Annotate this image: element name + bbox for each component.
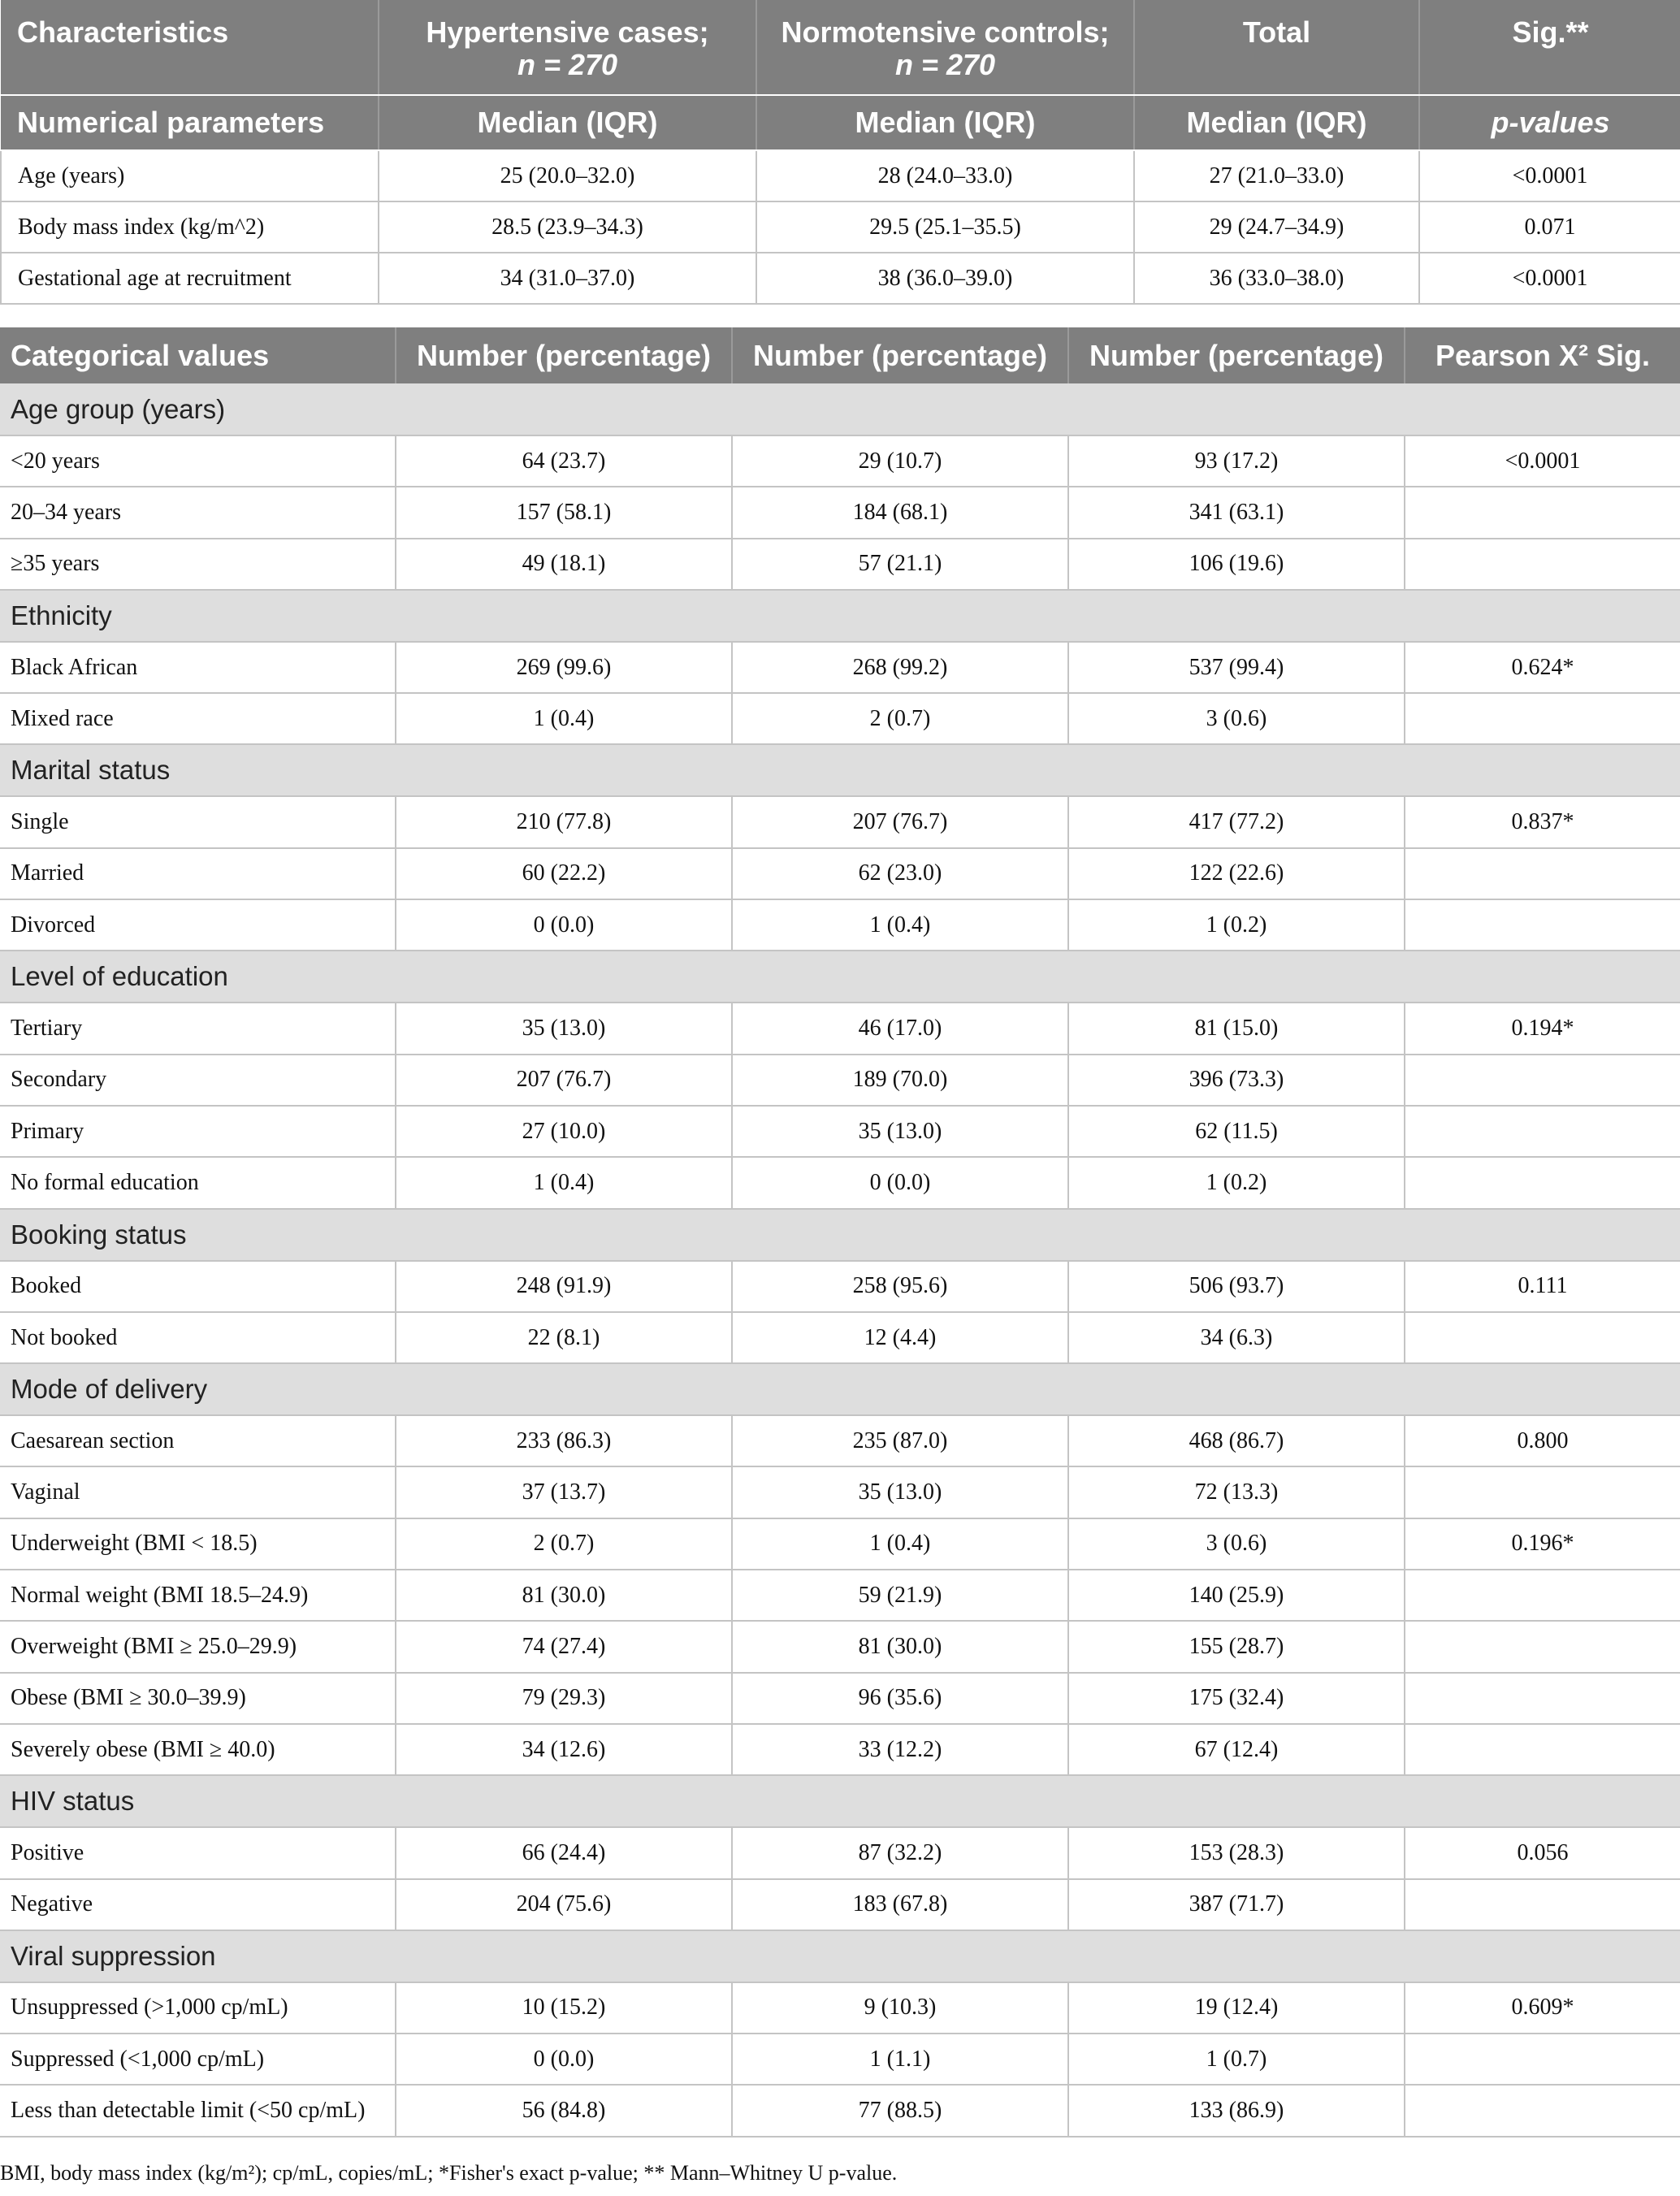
row-label: Positive — [0, 1827, 396, 1878]
header-hypertensive-n: n = 270 — [517, 48, 618, 81]
table-row — [0, 693, 1680, 744]
row-label: Body mass index (kg/m^2) — [1, 201, 379, 253]
subheader-median-iqr: Median (IQR) — [756, 95, 1134, 150]
table-cell: <0.0001 — [1419, 253, 1680, 304]
table-cell: 0.624* — [1405, 642, 1680, 693]
row-label: Married — [0, 848, 396, 899]
row-label: Negative — [0, 1879, 396, 1930]
table-cell: 1 (0.7) — [1068, 2034, 1405, 2085]
row-label: Vaginal — [0, 1466, 396, 1518]
header-categorical-values: Categorical values — [11, 338, 270, 372]
table-row — [0, 2085, 1680, 2136]
group-header-row — [0, 1775, 1680, 1827]
table-cell: 1 (0.4) — [732, 1518, 1068, 1570]
table-cell: 33 (12.2) — [732, 1724, 1068, 1775]
table-cell: 468 (86.7) — [1068, 1415, 1405, 1466]
table-cell — [1405, 1055, 1680, 1106]
group-title: Mode of delivery — [0, 1363, 1680, 1415]
table-cell: 1 (1.1) — [732, 2034, 1068, 2085]
group-title: HIV status — [0, 1775, 1680, 1827]
table-row — [0, 1570, 1680, 1621]
row-label: Not booked — [0, 1312, 396, 1363]
subheader-median-iqr: Median (IQR) — [379, 95, 756, 150]
table-row — [1, 253, 1680, 304]
row-label: Tertiary — [0, 1003, 396, 1054]
table-cell: 37 (13.7) — [396, 1466, 732, 1518]
group-header-row — [0, 1930, 1680, 1982]
row-label: ≥35 years — [0, 539, 396, 590]
table-row — [0, 1879, 1680, 1930]
row-label: Black African — [0, 642, 396, 693]
table-cell — [1405, 693, 1680, 744]
row-label: Obese (BMI ≥ 30.0–39.9) — [0, 1673, 396, 1724]
table-cell — [1405, 1466, 1680, 1518]
table-cell: 2 (0.7) — [396, 1518, 732, 1570]
table-row — [0, 539, 1680, 590]
table-cell: 72 (13.3) — [1068, 1466, 1405, 1518]
table-cell: 34 (6.3) — [1068, 1312, 1405, 1363]
table-row — [0, 796, 1680, 847]
table-cell: 183 (67.8) — [732, 1879, 1068, 1930]
table-cell: 19 (12.4) — [1068, 1982, 1405, 2034]
header-normotensive-label: Normotensive controls; — [781, 15, 1110, 49]
table-cell: 235 (87.0) — [732, 1415, 1068, 1466]
table-cell: 0.196* — [1405, 1518, 1680, 1570]
table-cell: 0 (0.0) — [732, 1157, 1068, 1208]
group-title: Marital status — [0, 744, 1680, 796]
table-cell: 233 (86.3) — [396, 1415, 732, 1466]
table-cell: 258 (95.6) — [732, 1261, 1068, 1312]
table-cell: 506 (93.7) — [1068, 1261, 1405, 1312]
row-label: Primary — [0, 1106, 396, 1157]
group-title: Level of education — [0, 951, 1680, 1003]
table-row — [1, 150, 1680, 201]
table1-subheader-row — [1, 95, 1680, 150]
table-cell: 153 (28.3) — [1068, 1827, 1405, 1878]
table-cell: <0.0001 — [1405, 435, 1680, 487]
table-cell: 0.194* — [1405, 1003, 1680, 1054]
table-cell: 27 (10.0) — [396, 1106, 732, 1157]
table-cell: 93 (17.2) — [1068, 435, 1405, 487]
table-cell: 62 (11.5) — [1068, 1106, 1405, 1157]
row-label: Less than detectable limit (<50 cp/mL) — [0, 2085, 396, 2136]
group-title: Age group (years) — [0, 383, 1680, 435]
header-hypertensive-label: Hypertensive cases; — [426, 15, 709, 49]
table2-header-row — [0, 327, 1680, 383]
numerical-parameters-table — [0, 0, 1680, 305]
row-label: Unsuppressed (>1,000 cp/mL) — [0, 1982, 396, 2034]
table-cell: 36 (33.0–38.0) — [1134, 253, 1419, 304]
table-cell: 81 (30.0) — [396, 1570, 732, 1621]
group-title: Ethnicity — [0, 590, 1680, 642]
table-cell: 81 (15.0) — [1068, 1003, 1405, 1054]
table-cell — [1405, 1879, 1680, 1930]
row-label: Caesarean section — [0, 1415, 396, 1466]
row-label: Age (years) — [1, 150, 379, 201]
table-cell — [1405, 848, 1680, 899]
table-cell: 1 (0.4) — [396, 693, 732, 744]
table-row — [0, 1055, 1680, 1106]
table-cell: 10 (15.2) — [396, 1982, 732, 2034]
table-row — [0, 642, 1680, 693]
table-row — [0, 1466, 1680, 1518]
table-cell: 34 (31.0–37.0) — [379, 253, 756, 304]
table-row — [0, 435, 1680, 487]
header-pearson-sig: Pearson X² Sig. — [1405, 327, 1680, 383]
row-label: No formal education — [0, 1157, 396, 1208]
table-row — [0, 1003, 1680, 1054]
table-cell: 87 (32.2) — [732, 1827, 1068, 1878]
table-cell: 269 (99.6) — [396, 642, 732, 693]
header-total: Total — [1134, 0, 1419, 95]
row-label: 20–34 years — [0, 487, 396, 538]
table-cell: 387 (71.7) — [1068, 1879, 1405, 1930]
subheader-numerical-parameters: Numerical parameters — [1, 95, 379, 150]
table-cell: 22 (8.1) — [396, 1312, 732, 1363]
header-normotensive-controls — [756, 0, 1134, 95]
row-label: Divorced — [0, 899, 396, 951]
subheader-median-iqr: Median (IQR) — [1134, 95, 1419, 150]
table-cell: 49 (18.1) — [396, 539, 732, 590]
table-cell: 28 (24.0–33.0) — [756, 150, 1134, 201]
table-row — [0, 1621, 1680, 1672]
header-number-percentage: Number (percentage) — [1068, 327, 1405, 383]
table-cell: 341 (63.1) — [1068, 487, 1405, 538]
group-header-row — [0, 1363, 1680, 1415]
table-cell: 74 (27.4) — [396, 1621, 732, 1672]
table-cell: 35 (13.0) — [732, 1466, 1068, 1518]
table-cell: 3 (0.6) — [1068, 693, 1405, 744]
table-cell: 57 (21.1) — [732, 539, 1068, 590]
table-cell: 29.5 (25.1–35.5) — [756, 201, 1134, 253]
group-header-row — [0, 1209, 1680, 1261]
header-number-percentage: Number (percentage) — [396, 327, 732, 383]
header-sig: Sig.** — [1419, 0, 1680, 95]
table-row — [0, 1724, 1680, 1775]
table-cell: 79 (29.3) — [396, 1673, 732, 1724]
header-number-percentage: Number (percentage) — [732, 327, 1068, 383]
table-cell: 28.5 (23.9–34.3) — [379, 201, 756, 253]
table-cell: 0.800 — [1405, 1415, 1680, 1466]
header-characteristics: Characteristics — [1, 0, 379, 95]
table-cell: 0 (0.0) — [396, 2034, 732, 2085]
table-cell: 0.609* — [1405, 1982, 1680, 2034]
table-row — [0, 1415, 1680, 1466]
table-cell: 35 (13.0) — [732, 1106, 1068, 1157]
table-cell: 1 (0.2) — [1068, 1157, 1405, 1208]
row-label: Secondary — [0, 1055, 396, 1106]
table-cell: <0.0001 — [1419, 150, 1680, 201]
table-cell: 38 (36.0–39.0) — [756, 253, 1134, 304]
table-cell: 417 (77.2) — [1068, 796, 1405, 847]
row-label: Overweight (BMI ≥ 25.0–29.9) — [0, 1621, 396, 1672]
table-row — [0, 1312, 1680, 1363]
table-row — [0, 899, 1680, 951]
table-cell: 46 (17.0) — [732, 1003, 1068, 1054]
table-cell — [1405, 2034, 1680, 2085]
table-cell: 537 (99.4) — [1068, 642, 1405, 693]
table-cell: 189 (70.0) — [732, 1055, 1068, 1106]
table-row — [0, 487, 1680, 538]
group-title: Viral suppression — [0, 1930, 1680, 1982]
subheader-p-values: p-values — [1419, 95, 1680, 150]
table-cell: 34 (12.6) — [396, 1724, 732, 1775]
table-cell: 64 (23.7) — [396, 435, 732, 487]
table-cell: 0.111 — [1405, 1261, 1680, 1312]
table-cell: 29 (24.7–34.9) — [1134, 201, 1419, 253]
table-cell: 155 (28.7) — [1068, 1621, 1405, 1672]
group-header-row — [0, 951, 1680, 1003]
table-row — [0, 1106, 1680, 1157]
table-cell — [1405, 539, 1680, 590]
table-cell: 77 (88.5) — [732, 2085, 1068, 2136]
row-label: Gestational age at recruitment — [1, 253, 379, 304]
group-header-row — [0, 744, 1680, 796]
table-cell — [1405, 1312, 1680, 1363]
table-cell: 1 (0.4) — [396, 1157, 732, 1208]
table-cell: 207 (76.7) — [396, 1055, 732, 1106]
table-cell — [1405, 1106, 1680, 1157]
table-cell: 96 (35.6) — [732, 1673, 1068, 1724]
table-row — [0, 1518, 1680, 1570]
table-cell: 0 (0.0) — [396, 899, 732, 951]
table-cell: 27 (21.0–33.0) — [1134, 150, 1419, 201]
row-label: Normal weight (BMI 18.5–24.9) — [0, 1570, 396, 1621]
table-row — [0, 1673, 1680, 1724]
header-normotensive-n: n = 270 — [894, 48, 996, 81]
group-title: Booking status — [0, 1209, 1680, 1261]
table-cell: 248 (91.9) — [396, 1261, 732, 1312]
table-cell: 106 (19.6) — [1068, 539, 1405, 590]
table-cell: 29 (10.7) — [732, 435, 1068, 487]
table-cell: 1 (0.2) — [1068, 899, 1405, 951]
table-cell: 60 (22.2) — [396, 848, 732, 899]
table-footnote: BMI, body mass index (kg/m²); cp/mL, copies/mL; *Fisher's exact p-value; ** Mann–Whitney U p-value. — [0, 2161, 898, 2185]
table-cell: 2 (0.7) — [732, 693, 1068, 744]
table-cell: 268 (99.2) — [732, 642, 1068, 693]
table-cell — [1405, 487, 1680, 538]
table-row — [0, 2034, 1680, 2085]
table-cell: 122 (22.6) — [1068, 848, 1405, 899]
table-cell: 35 (13.0) — [396, 1003, 732, 1054]
table-cell — [1405, 899, 1680, 951]
table-cell: 157 (58.1) — [396, 487, 732, 538]
table-cell — [1405, 1621, 1680, 1672]
table-row — [1, 201, 1680, 253]
table-cell: 140 (25.9) — [1068, 1570, 1405, 1621]
table-cell: 396 (73.3) — [1068, 1055, 1405, 1106]
table-cell: 25 (20.0–32.0) — [379, 150, 756, 201]
row-label: Single — [0, 796, 396, 847]
table-cell: 210 (77.8) — [396, 796, 732, 847]
row-label: <20 years — [0, 435, 396, 487]
table-row — [0, 848, 1680, 899]
table-cell: 0.071 — [1419, 201, 1680, 253]
row-label: Suppressed (<1,000 cp/mL) — [0, 2034, 396, 2085]
table-cell: 175 (32.4) — [1068, 1673, 1405, 1724]
table-cell: 12 (4.4) — [732, 1312, 1068, 1363]
group-header-row — [0, 590, 1680, 642]
table-cell: 0.056 — [1405, 1827, 1680, 1878]
row-label: Mixed race — [0, 693, 396, 744]
header-hypertensive-cases — [379, 0, 756, 95]
table-cell — [1405, 1570, 1680, 1621]
table-row — [0, 1827, 1680, 1878]
table-cell: 1 (0.4) — [732, 899, 1068, 951]
table-cell: 56 (84.8) — [396, 2085, 732, 2136]
table-cell: 66 (24.4) — [396, 1827, 732, 1878]
table-cell: 204 (75.6) — [396, 1879, 732, 1930]
row-label: Underweight (BMI < 18.5) — [0, 1518, 396, 1570]
table-cell: 3 (0.6) — [1068, 1518, 1405, 1570]
table-cell — [1405, 1724, 1680, 1775]
table-cell: 81 (30.0) — [732, 1621, 1068, 1672]
table-cell — [1405, 1157, 1680, 1208]
table-cell: 0.837* — [1405, 796, 1680, 847]
table-row — [0, 1982, 1680, 2034]
table1-header-row — [1, 0, 1680, 95]
table-cell — [1405, 1673, 1680, 1724]
row-label: Booked — [0, 1261, 396, 1312]
group-header-row — [0, 383, 1680, 435]
table-cell: 133 (86.9) — [1068, 2085, 1405, 2136]
table-cell — [1405, 2085, 1680, 2136]
table-cell: 207 (76.7) — [732, 796, 1068, 847]
table-cell: 67 (12.4) — [1068, 1724, 1405, 1775]
row-label: Severely obese (BMI ≥ 40.0) — [0, 1724, 396, 1775]
table-cell: 184 (68.1) — [732, 487, 1068, 538]
table-cell: 9 (10.3) — [732, 1982, 1068, 2034]
table-row — [0, 1157, 1680, 1208]
categorical-values-table — [0, 327, 1680, 2138]
table-cell: 62 (23.0) — [732, 848, 1068, 899]
table-cell: 59 (21.9) — [732, 1570, 1068, 1621]
table-row — [0, 1261, 1680, 1312]
